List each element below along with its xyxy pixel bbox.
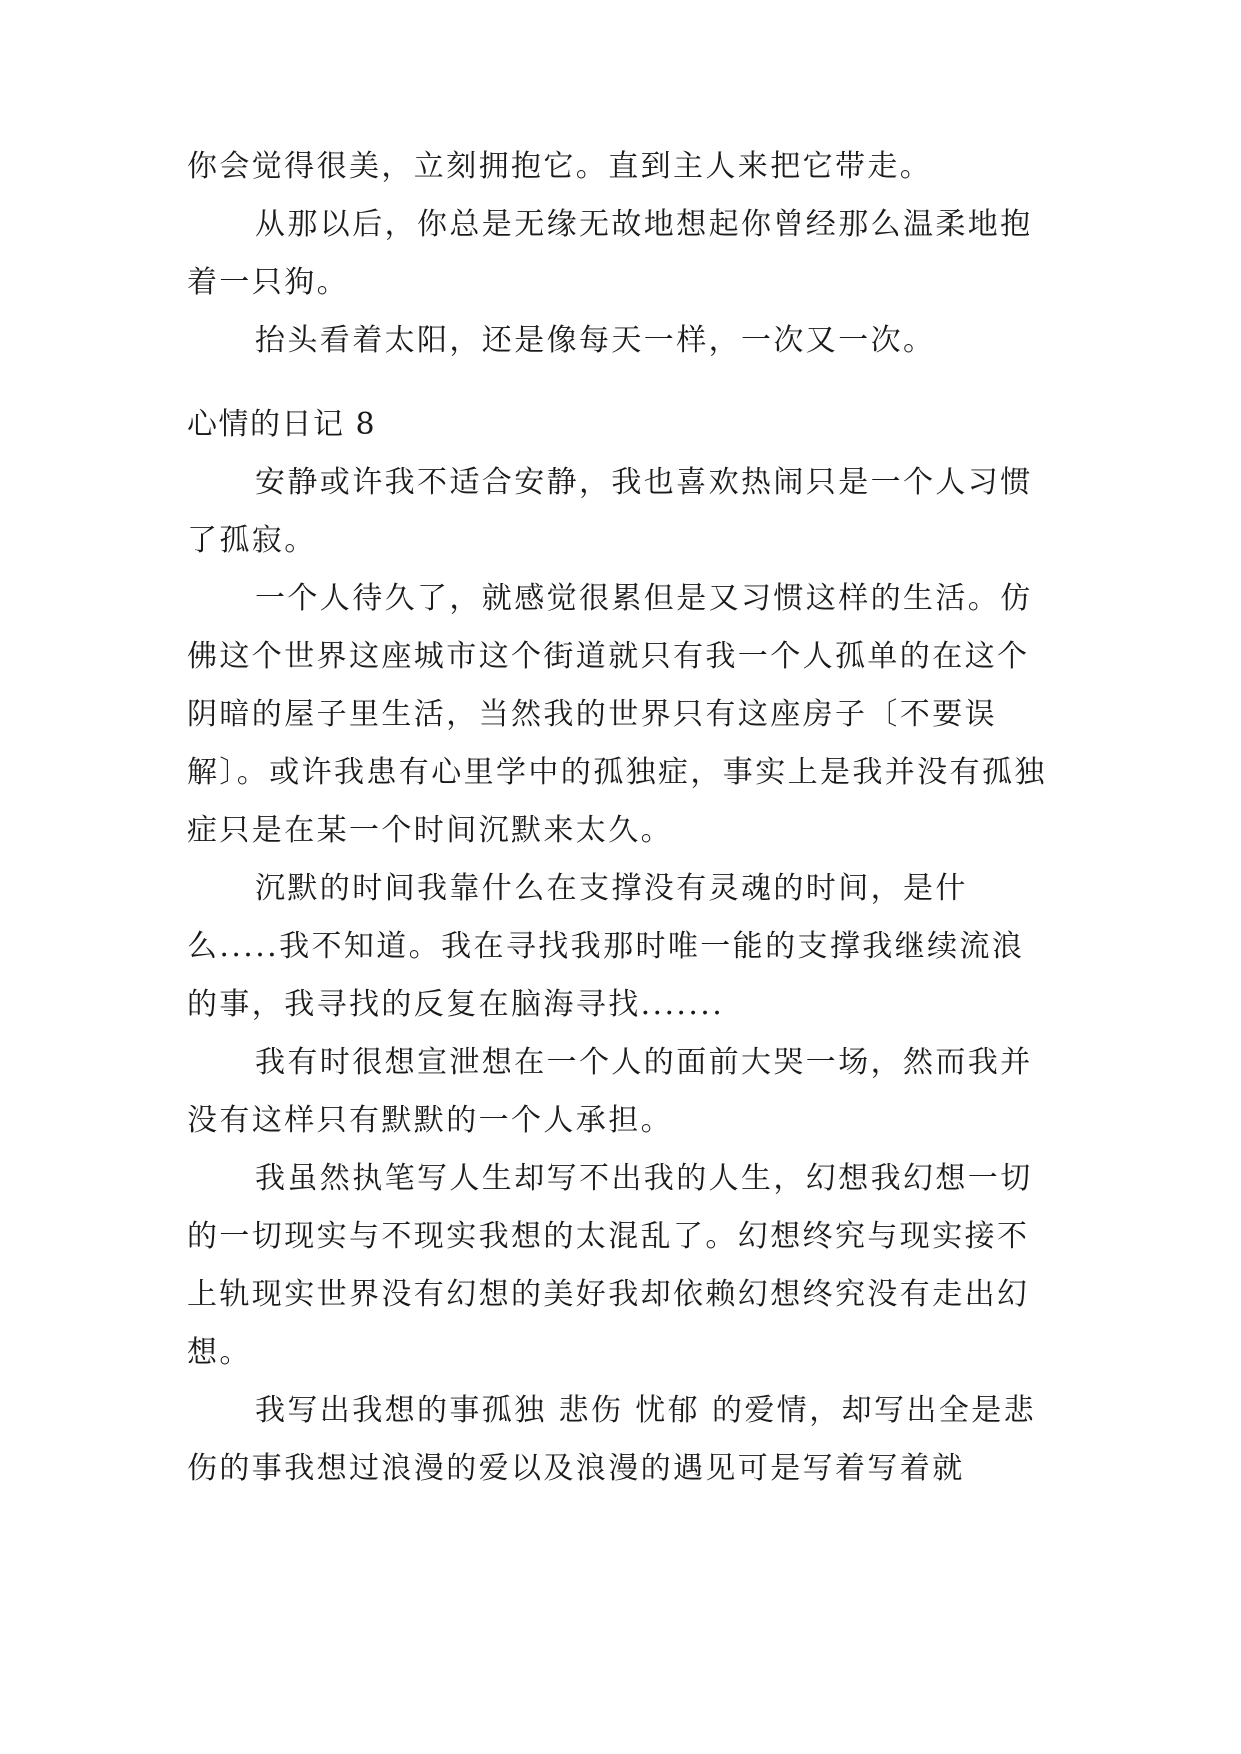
body-text-top [187, 138, 1056, 370]
body-text-bottom [187, 454, 1056, 1498]
paragraph-1: 你会觉得很美，立刻拥抱它。直到主人来把它带走。 [187, 149, 933, 184]
paragraph-4: 安静或许我不适合安静，我也喜欢热闹只是一个人习惯了孤寂。 [187, 465, 1033, 558]
section-heading-block [187, 396, 1056, 454]
paragraph-9: 我写出我想的事孤独 悲伤 忧郁 的爱情，却写出全是悲伤的事我想过浪漫的爱以及浪漫的遇见可是写着写着就 [187, 1393, 1037, 1486]
paragraph-8: 我虽然执笔写人生却写不出我的人生，幻想我幻想一切的一切现实与不现实我想的太混乱了。幻想终究与现实接不上轨现实世界没有幻想的美好我却依赖幻想终究没有走出幻想。 [187, 1161, 1033, 1370]
section-heading: 心情的日记 8 [187, 407, 377, 442]
paragraph-2: 从那以后，你总是无缘无故地想起你曾经那么温柔地抱着一只狗。 [187, 207, 1033, 300]
paragraph-3: 抬头看着太阳，还是像每天一样，一次又一次。 [255, 323, 936, 358]
paragraph-5: 一个人待久了，就感觉很累但是又习惯这样的生活。仿佛这个世界这座城市这个街道就只有我一个人孤单的在这个阴暗的屋子里生活，当然我的世界只有这座房子〔不要误解〕。或许我患有心里学中的孤独症，事实上是我并没有孤独症只是在某一个时间沉默来太久。 [187, 581, 1047, 848]
paragraph-7: 我有时很想宣泄想在一个人的面前大哭一场，然而我并没有这样只有默默的一个人承担。 [187, 1045, 1033, 1138]
paragraph-6: 沉默的时间我靠什么在支撑没有灵魂的时间，是什么.....我不知道。我在寻找我那时唯一能的支撑我继续流浪的事，我寻找的反复在脑海寻找....... [187, 871, 1025, 1022]
